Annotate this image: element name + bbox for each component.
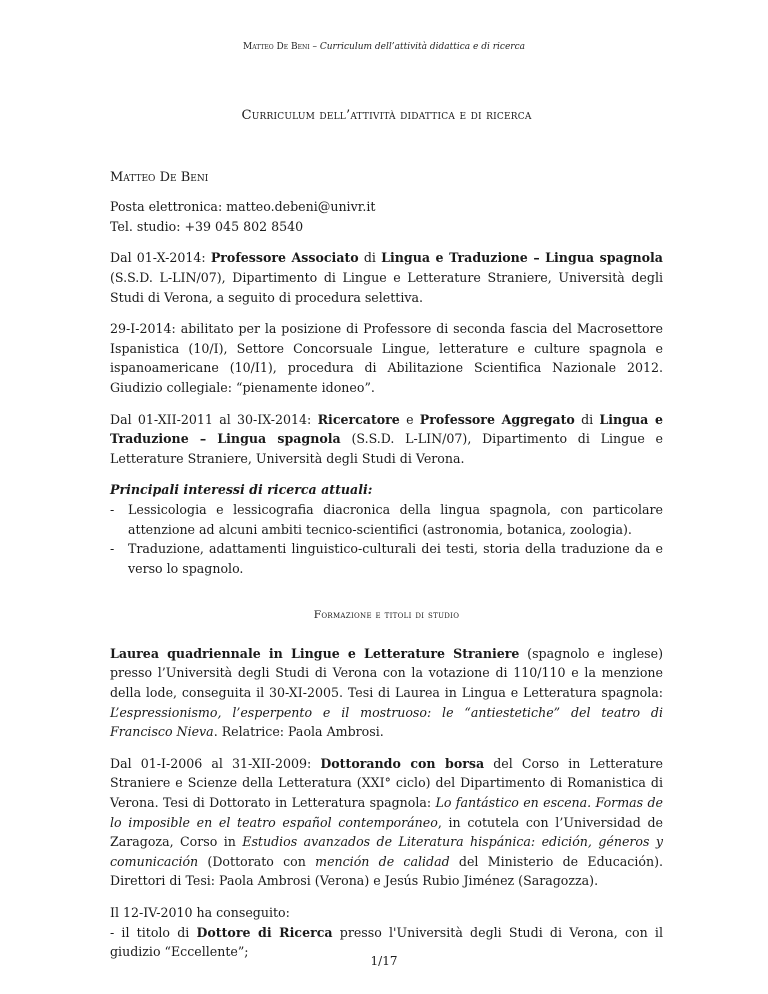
p1-subject: Lingua e Traduzione – Lingua spagnola (381, 250, 663, 266)
dottorato-mention: mención de calidad (315, 853, 450, 869)
dottorato-text-c: del Corso in Letterature Straniere e Scienze della Letteratura (XXI° ciclo) del Dipartimento di Romanistica di Verona. Tesi di Dottorato in Letteratura spagnola: (110, 755, 663, 811)
conseguito-text-c: presso l'Università degli Studi di Verona, con il giudizio “Eccellente”; (110, 924, 663, 960)
p3-subject: Lingua e Traduzione – Lingua spagnola (110, 411, 663, 447)
p1-text-e: (S.S.D. L-LIN/07), Dipartimento di Lingue e Letterature Straniere, Università degli Studi di Verona, a seguito di procedura selettiva. (110, 269, 663, 305)
dottorato-role: Dottorando con borsa (320, 755, 485, 771)
list-item: - Lessicologia e lessicografia diacronica della lingua spagnola, con particolare attenzione ad alcuni ambiti tecnico-scientifici (astronomia, botanica, zoologia). (110, 500, 663, 539)
dottorato-paragraph (110, 754, 663, 891)
conseguito-title: Dottore di Ricerca (196, 924, 333, 940)
name-heading-text: Matteo De Beni (110, 169, 209, 185)
p3-text-c: e (399, 411, 420, 427)
p3-text-a: Dal 01-XII-2011 al 30-IX-2014: (110, 411, 318, 427)
p3-text-g: (S.S.D. L-LIN/07), Dipartimento di Lingue e Letterature Straniere, Università degli Studi di Verona. (110, 431, 663, 466)
research-interests (110, 480, 663, 578)
contact-block (110, 197, 663, 236)
p1-role: Professore Associato (210, 250, 359, 266)
research-interests-list (110, 500, 663, 578)
document-title-text: Curriculum dell’attività didattica e di ricerca (241, 108, 532, 123)
habilitation-paragraph: 29-I-2014: abilitato per la posizione di Professore di seconda fascia del Macrosettore Ispanistica (10/I), Settore Concorsuale Lingue, letterature e culture spagnola e ispanoamericane (10/I1), procedura di Abilitazione Scientifica Nazionale 2012. Giudizio collegiale: “pienamente idoneo”. (110, 321, 663, 395)
dottorato-text-i: del Ministerio de Educación). Direttori di Tesi: Paola Ambrosi (Verona) e Jesús Rubio Jiménez (Saragozza). (110, 853, 663, 889)
section-heading-text: Formazione e titoli di studio (313, 609, 460, 622)
p3-role-1: Ricercatore (317, 411, 400, 427)
header-author-name: Matteo De Beni (243, 42, 310, 52)
position-researcher-paragraph (110, 410, 663, 469)
document-title (110, 106, 663, 126)
laurea-thesis-title-a: L’espressionismo, l’esperpento (110, 704, 313, 720)
laurea-text-b: (spagnolo e inglese) presso l’Università degli Studi di Verona con la votazione di 110/110 e la menzione della lode, conseguita il 30-XI-2005. Tesi di Laurea in Lingua e Letteratura spagnola: (110, 645, 663, 701)
section-heading-formazione (110, 606, 663, 626)
laurea-paragraph (110, 644, 663, 742)
p3-text-e: di (574, 411, 600, 427)
p1-text-c: di (358, 250, 382, 266)
research-interests-title: Principali interessi di ricerca attuali: (110, 482, 373, 498)
p1-text-a: Dal 01-X-2014: (110, 250, 211, 266)
laurea-text-e: . Relatrice: Paola Ambrosi. (213, 724, 384, 740)
p3-role-2: Professore Aggregato (419, 411, 575, 427)
contact-email: Posta elettronica: matteo.debeni@univr.it (110, 199, 376, 215)
list-item: - Traduzione, adattamenti linguistico-culturali dei testi, storia della traduzione da e verso lo spagnolo. (110, 539, 663, 578)
header-separator: – (309, 42, 320, 52)
conseguito-paragraph (110, 903, 663, 962)
page-number: 1/17 (370, 954, 398, 968)
running-header (0, 42, 768, 52)
document-body (110, 106, 663, 962)
dottorato-text-g: (Dottorato con (198, 853, 316, 869)
laurea-thesis-title-b: e il mostruoso: le “antiestetiche” del teatro di Francisco Nieva (110, 704, 663, 740)
dottorato-text-a: Dal 01-I-2006 al 31-XII-2009: (110, 755, 321, 771)
conseguito-text-a: - il titolo di (110, 924, 197, 940)
dottorato-program: Estudios avanzados de Literatura hispánica: edición, géneros y comunicación (110, 834, 663, 869)
position-associate-paragraph (110, 248, 663, 307)
header-subtitle: Curriculum dell’attività didattica e di ricerca (319, 42, 525, 52)
contact-phone: Tel. studio: +39 045 802 8540 (110, 218, 304, 234)
dottorato-thesis-title: Lo fantástico en escena. Formas de lo imposible en el teatro español contemporáneo (110, 795, 663, 830)
conseguito-intro: Il 12-IV-2010 ha conseguito: (110, 905, 290, 920)
dottorato-text-e: , in cotutela con l’Universidad de Zaragoza, Corso in (110, 814, 663, 850)
laurea-degree: Laurea quadriennale in Lingue e Letterature Straniere (110, 645, 520, 661)
name-heading (110, 168, 663, 188)
